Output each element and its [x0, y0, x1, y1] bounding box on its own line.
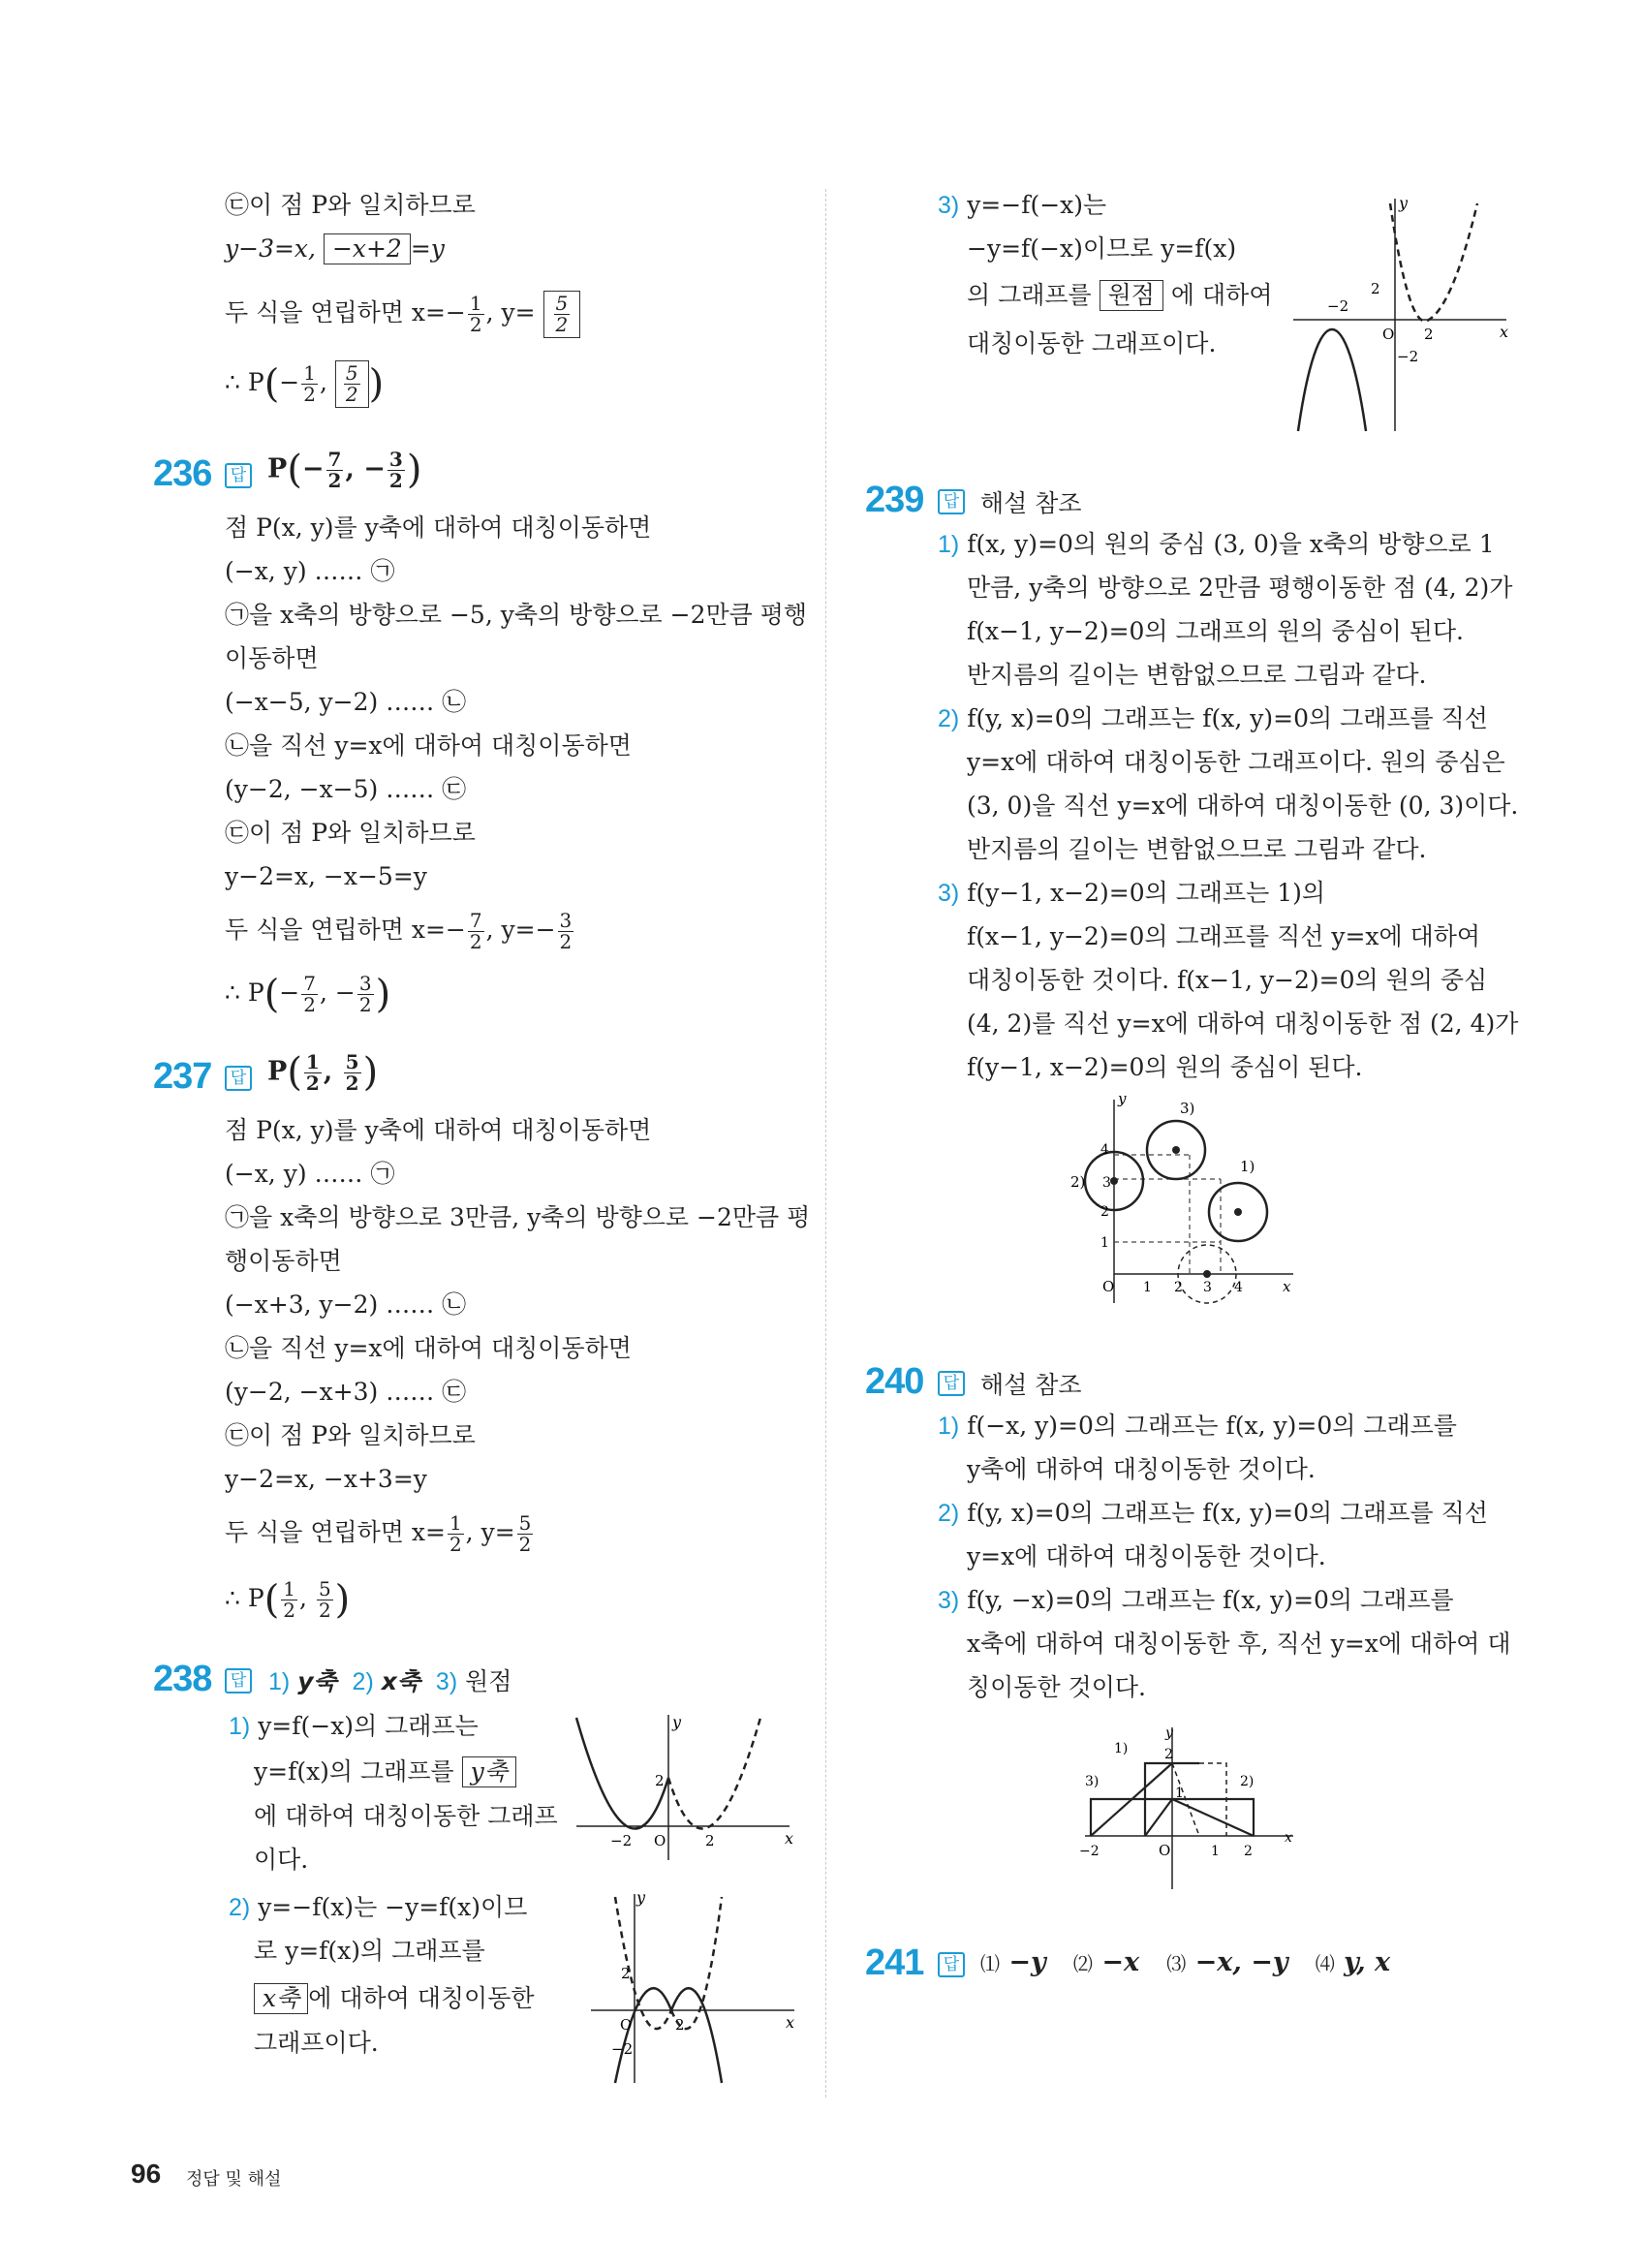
graph-238-1 — [572, 1710, 794, 1865]
answer-239: 해설 참조 — [980, 489, 1082, 517]
solution-line: y=x에 대하여 대칭이동한 것이다. — [967, 1542, 1326, 1570]
tick: −2 — [1327, 297, 1349, 315]
graph-239 — [1066, 1090, 1298, 1308]
tick: 2 — [1424, 326, 1434, 343]
problem-number: 237 — [153, 1056, 212, 1097]
solution-line: y=f(x)의 그래프를 y축 — [254, 1755, 516, 1788]
solution-line: y=x에 대하여 대칭이동한 그래프이다. 원의 중심은 — [967, 748, 1505, 776]
label-2: 2) — [1070, 1173, 1086, 1191]
answer-box: $\frac{5}{2}$ — [543, 291, 581, 338]
solution-line: x축 에 대하여 대칭이동한 — [254, 1982, 535, 2015]
problem-number: 241 — [865, 1942, 924, 1983]
answer-241: ⑴ −y ⑵ −x ⑶ −x, −y ⑷ y, x — [980, 1947, 1391, 1977]
origin: O — [654, 1832, 666, 1849]
section-label: 정답 및 해설 — [186, 2169, 282, 2190]
origin: O — [620, 2016, 633, 2034]
answer-236: P(− $\frac{7}{2}$ , − $\frac{3}{2}$ ) — [267, 447, 422, 492]
solution-239-1: 1) f(x, y)=0의 원의 중심 (3, 0)을 x축의 방향으로 1 — [938, 530, 1495, 558]
answer-238: 1) y축 2) x축 3) 원점 — [268, 1667, 512, 1695]
solution-line: ㉢이 점 P와 일치하므로 — [225, 1421, 476, 1449]
solution-line: −y=f(−x)이므로 y=f(x) — [967, 234, 1237, 263]
y-tick: 1 — [1175, 1786, 1184, 1801]
x-label: x — [1283, 1278, 1291, 1295]
solution-line: 이동하면 — [225, 644, 319, 672]
solution-line: (4, 2)를 직선 y=x에 대하여 대칭이동한 점 (2, 4)가 — [967, 1010, 1519, 1038]
solution-line: 의 그래프를 원점 에 대하여 — [967, 281, 1273, 309]
tick: 2 — [675, 2016, 685, 2034]
answer-240: 해설 참조 — [980, 1371, 1082, 1399]
y-label: y — [636, 1889, 646, 1907]
y-label: y — [672, 1713, 682, 1731]
solution-line: y축에 대하여 대칭이동한 것이다. — [967, 1455, 1316, 1483]
origin: O — [1382, 326, 1395, 343]
graph-238-3 — [1288, 189, 1511, 436]
intro-line-3: 두 식을 연립하면 x=− $\frac{1}{2}$ , y= $\frac{5}{2}$ — [225, 291, 580, 338]
problem-number: 236 — [153, 453, 212, 494]
solution-238-1: 1) y=f(−x)의 그래프는 — [229, 1712, 479, 1740]
answer-badge: 답 — [938, 1952, 965, 1977]
curve-original — [615, 1988, 722, 2083]
intro-line-1: ㉢이 점 P와 일치하므로 — [225, 191, 476, 219]
solution-line: 두 식을 연립하면 x= $\frac{1}{2}$ , y= $\frac{5}{2}$ — [225, 1511, 532, 1556]
answer-237: P( $\frac{1}{2}$ , $\frac{5}{2}$ ) — [267, 1049, 379, 1095]
solution-line: 행이동하면 — [225, 1247, 342, 1275]
intro-line-2: y−3=x, −x+2 =y — [225, 234, 445, 263]
solution-line: 그래프이다. — [254, 2029, 379, 2057]
solution-line: (−x+3, y−2) …… ㉡ — [225, 1290, 467, 1319]
curve-reflected — [1298, 329, 1366, 431]
x-tick: 1 — [1143, 1280, 1152, 1295]
x-tick: 2 — [1174, 1280, 1183, 1295]
answer-badge: 답 — [225, 463, 252, 488]
solution-line: (y−2, −x+3) …… ㉢ — [225, 1378, 467, 1406]
solution-line: f(y−1, x−2)=0의 원의 중심이 된다. — [967, 1053, 1363, 1081]
y-tick: 1 — [1100, 1235, 1109, 1251]
solution-line: ㉡을 직선 y=x에 대하여 대칭이동하면 — [225, 731, 632, 760]
solution-240-3: 3) f(y, −x)=0의 그래프는 f(x, y)=0의 그래프를 — [938, 1586, 1454, 1614]
answer-badge: 답 — [938, 489, 965, 514]
solution-line: x축에 대하여 대칭이동한 후, 직선 y=x에 대하여 대 — [967, 1630, 1511, 1658]
y-label: y — [1118, 1090, 1127, 1107]
solution-line: ㉠을 x축의 방향으로 3만큼, y축의 방향으로 −2만큼 평 — [225, 1203, 811, 1231]
solution-238-3: 3) y=−f(−x)는 — [938, 191, 1107, 219]
solution-line: f(x−1, y−2)=0의 그래프의 원의 중심이 된다. — [967, 617, 1464, 645]
solution-line: 반지름의 길이는 변함없으므로 그림과 같다. — [967, 835, 1427, 863]
label-1: 1) — [1240, 1158, 1255, 1175]
solution-line: 반지름의 길이는 변함없으므로 그림과 같다. — [967, 661, 1427, 689]
y-tick: 4 — [1100, 1142, 1109, 1158]
solution-line: f(x−1, y−2)=0의 그래프를 직선 y=x에 대하여 — [967, 922, 1481, 950]
y-label: y — [1165, 1725, 1173, 1741]
solution-line: 이다. — [254, 1846, 309, 1874]
column-divider — [825, 189, 826, 2097]
solution-line: 대칭이동한 것이다. f(x−1, y−2)=0의 원의 중심 — [967, 966, 1488, 994]
tick: 2 — [655, 1772, 665, 1789]
x-tick: 4 — [1234, 1280, 1243, 1295]
solution-line: 로 y=f(x)의 그래프를 — [254, 1937, 485, 1965]
y-label: y — [1399, 194, 1409, 212]
problem-number: 238 — [153, 1659, 212, 1699]
curve-reflected — [671, 1897, 722, 2029]
problem-number: 239 — [865, 480, 924, 520]
problem-number: 240 — [865, 1361, 924, 1402]
answer-box: x축 — [254, 1983, 308, 2014]
solution-line: 두 식을 연립하면 x=− $\frac{7}{2}$ , y=− $\frac{3}{2}$ — [225, 909, 573, 953]
label-1: 1) — [1114, 1741, 1129, 1756]
x-label: x — [1500, 323, 1509, 341]
x-tick: −2 — [1079, 1844, 1100, 1859]
solution-line: 에 대하여 대칭이동한 그래프 — [254, 1802, 558, 1830]
solution-line: ∴ P( $\frac{1}{2}$ , $\frac{5}{2}$ ) — [225, 1577, 351, 1623]
answer-box: 원점 — [1100, 280, 1163, 311]
answer-box: $\frac{5}{2}$ — [335, 360, 369, 408]
x-tick: 2 — [1244, 1844, 1253, 1859]
graph-240 — [1066, 1720, 1298, 1894]
solution-line: ㉡을 직선 y=x에 대하여 대칭이동하면 — [225, 1334, 632, 1362]
answer-badge: 답 — [938, 1371, 965, 1396]
solution-line: (−x, y) …… ㉠ — [225, 1160, 395, 1188]
tick: 2 — [1371, 280, 1380, 297]
solution-line: ㉢이 점 P와 일치하므로 — [225, 819, 476, 847]
shape-3 — [1091, 1799, 1172, 1836]
solution-line: ㉠을 x축의 방향으로 −5, y축의 방향으로 −2만큼 평행 — [225, 601, 808, 629]
solution-line: 점 P(x, y)를 y축에 대하여 대칭이동하면 — [225, 513, 652, 542]
solution-240-1: 1) f(−x, y)=0의 그래프는 f(x, y)=0의 그래프를 — [938, 1412, 1457, 1440]
solution-line: 칭이동한 것이다. — [967, 1673, 1146, 1701]
solution-line: ∴ P(− $\frac{7}{2}$ , − $\frac{3}{2}$ ) — [225, 972, 391, 1017]
tick: 2 — [705, 1832, 715, 1849]
page-number: 96 — [131, 2159, 162, 2189]
x-label: x — [786, 2013, 795, 2032]
solution-239-3: 3) f(y−1, x−2)=0의 그래프는 1)의 — [938, 879, 1326, 907]
solution-238-2: 2) y=−f(x)는 −y=f(x)이므 — [229, 1893, 528, 1921]
curve-original — [1390, 203, 1477, 322]
curve-reflected — [668, 1718, 760, 1828]
y-tick: 2 — [1100, 1204, 1109, 1220]
label-3: 3) — [1085, 1774, 1100, 1789]
solution-line: (−x, y) …… ㉠ — [225, 557, 395, 585]
tick: −2 — [611, 2040, 634, 2058]
answer-badge: 답 — [225, 1668, 252, 1693]
solution-line: 점 P(x, y)를 y축에 대하여 대칭이동하면 — [225, 1116, 652, 1144]
solution-line: (3, 0)을 직선 y=x에 대하여 대칭이동한 (0, 3)이다. — [967, 792, 1519, 820]
x-tick: 1 — [1211, 1844, 1220, 1859]
tick: 2 — [621, 1965, 631, 1982]
solution-line: 대칭이동한 그래프이다. — [967, 329, 1217, 357]
curve-reflected — [615, 1897, 671, 2029]
intro-line-4: ∴ P(− $\frac{1}{2}$ , $\frac{5}{2}$ ) — [225, 361, 385, 407]
solution-239-2: 2) f(y, x)=0의 그래프는 f(x, y)=0의 그래프를 직선 — [938, 704, 1488, 732]
solution-line: (−x−5, y−2) …… ㉡ — [225, 688, 467, 716]
origin: O — [1159, 1842, 1171, 1859]
tick: −2 — [1397, 348, 1419, 365]
y-tick: 3 — [1102, 1175, 1111, 1191]
x-tick: 3 — [1203, 1280, 1212, 1295]
answer-box: −x+2 — [324, 233, 411, 264]
solution-line: y−2=x, −x+3=y — [225, 1465, 427, 1493]
graph-238-2 — [586, 1889, 799, 2088]
solution-line: 만큼, y축의 방향으로 2만큼 평행이동한 점 (4, 2)가 — [967, 574, 1513, 602]
label-2: 2) — [1240, 1774, 1255, 1789]
x-label: x — [785, 1829, 794, 1848]
origin: O — [1102, 1278, 1115, 1295]
tick: −2 — [610, 1832, 633, 1849]
y-tick: 2 — [1164, 1747, 1173, 1762]
answer-box: y축 — [462, 1756, 516, 1787]
answer-badge: 답 — [225, 1066, 252, 1091]
x-label: x — [1285, 1830, 1292, 1846]
solution-line: y−2=x, −x−5=y — [225, 862, 427, 890]
solution-line: (y−2, −x−5) …… ㉢ — [225, 775, 467, 803]
solution-240-2: 2) f(y, x)=0의 그래프는 f(x, y)=0의 그래프를 직선 — [938, 1499, 1488, 1527]
label-3: 3) — [1180, 1100, 1195, 1117]
